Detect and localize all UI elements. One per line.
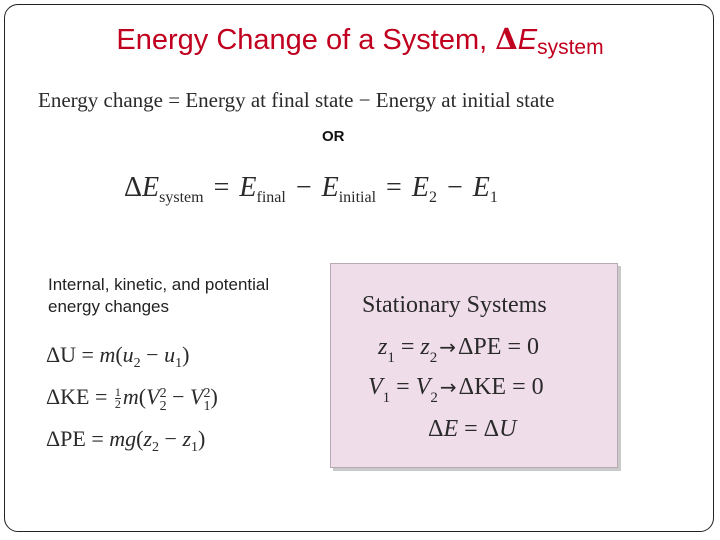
eq-u-sub1: 1 [175,356,183,371]
box-row2-eq: = [390,374,416,400]
eq-pe-minus: − [159,426,183,451]
box-z1: z [378,334,388,360]
stationary-systems-title: Stationary Systems [362,292,547,318]
eq-ke-sup1: 2 [203,386,211,401]
eq-ke-sub1: 1 [203,399,211,414]
eq-ke-fraction [115,387,121,410]
eq-u-minus: − [140,342,165,367]
eq-E-final: E [239,172,257,203]
eq-ke-m: m [122,384,139,409]
eq-ke-close: ) [210,384,218,409]
eq-pe-close: ) [198,426,206,451]
title-delta: Δ [495,22,518,56]
eq-u-open: ( [115,342,123,367]
box-row1-rhs: ΔPE = 0 [458,334,539,360]
eq-u-lhs: ΔU = [46,342,100,367]
eq-equals: = [213,172,230,203]
eq-E-initial: E [321,172,339,203]
eq-E1: E [472,172,490,203]
box-row2-rhs: ΔKE = 0 [458,374,544,400]
eq-ke-den: 2 [114,397,121,412]
stationary-row-energy [428,416,516,443]
slide-title [0,22,720,57]
eq-pe-z2: z [143,426,153,451]
eq-sub-1: 1 [489,189,498,206]
eq-u-u1: u [164,342,176,367]
box-V1-sub: 1 [382,390,391,406]
eq-sub-initial: initial [338,189,377,206]
eq-pe-lhs: ΔPE = [46,426,110,451]
stationary-row-ke [368,374,544,407]
eq-pe-z1: z [182,426,191,451]
or-label: OR [322,128,345,145]
main-energy-equation [124,172,498,207]
eq-equals-2: = [386,172,402,203]
eq-ke-sup2: 2 [159,386,167,401]
eq-u-m: m [99,342,116,367]
box-z1-sub: 1 [387,350,395,366]
potential-energy-equation [46,426,205,456]
title-text: Energy Change of a System, [116,24,496,56]
box-V2-sub: 2 [430,390,438,406]
right-arrow-icon: → [439,335,456,359]
box-V1: V [368,374,383,400]
internal-energy-equation [46,342,189,372]
eq-pe-open: ( [136,426,144,451]
eq-sub-final: final [256,189,286,206]
right-arrow-icon: → [439,375,457,399]
eq-delta: Δ [124,172,143,203]
eq-pe-sub1: 1 [191,440,198,455]
eq-E2: E [411,172,429,203]
box-row3-U: U [499,416,517,442]
box-row3-mid: = Δ [458,416,500,442]
internal-energy-label: Internal, kinetic, and potential energy changes [48,275,270,316]
box-z2: z [420,334,430,360]
eq-u-sub2: 2 [133,356,141,371]
eq-ke-sub2: 2 [159,399,167,414]
eq-minus: − [295,172,312,203]
energy-change-definition: Energy change = Energy at final state − Energy at initial state [38,88,555,112]
eq-u-u2: u [122,342,134,367]
eq-ke-supsub2 [160,387,167,413]
eq-ke-open: ( [138,384,147,409]
eq-ke-minus: − [166,384,190,409]
box-row1-eq: = [394,334,421,360]
box-row3-E: E [443,416,459,442]
box-z2-sub: 2 [429,350,438,366]
eq-u-close: ) [182,342,190,367]
eq-E: E [142,172,160,203]
eq-pe-sub2: 2 [152,440,160,455]
eq-ke-lhs: ΔKE = [46,384,113,409]
eq-ke-V2: V [146,384,160,409]
eq-ke-num: 1 [114,385,121,400]
kinetic-energy-equation [46,384,218,413]
stationary-row-pe [378,334,539,367]
box-row3-delta: Δ [428,416,444,442]
eq-minus-2: − [446,172,463,203]
title-subscript: system [537,36,604,59]
eq-sub-system: system [159,189,204,206]
box-V2: V [415,374,431,400]
eq-ke-V1: V [189,384,204,409]
eq-pe-mg: mg [109,426,137,451]
eq-sub-2: 2 [428,189,437,206]
title-symbol: E [517,24,538,56]
